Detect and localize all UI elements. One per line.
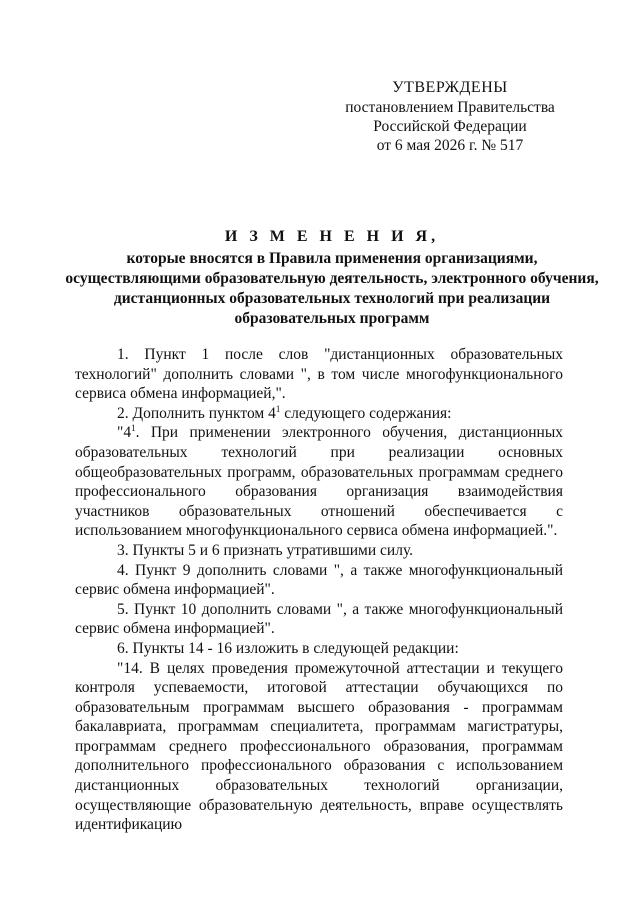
- approval-line-2: Российской Федерации: [373, 118, 527, 135]
- paragraph-5: 4. Пункт 9 дополнить словами ", а также многофункциональный сервис обмена информацией".: [75, 561, 563, 599]
- paragraph-3-text-b: . При применении электронного обучения, дистанционных образовательных технологий при реализации основных общеобразовательных программ, образовательных программам среднего профессионального образования организация взаимодействия участников образовательных отношений обеспечивается с использованием многофункционального сервиса обмена информацией.".: [75, 424, 563, 540]
- approval-block: [330, 78, 570, 155]
- document-title: И З М Е Н Е Н И Я,: [224, 228, 440, 245]
- paragraph-1: 1. Пункт 1 после слов "дистанционных образовательных технологий" дополнить словами ", в том числе многофункционального сервиса обмена информацией,".: [75, 346, 563, 403]
- paragraph-2-text-b: следующего содержания:: [280, 404, 452, 422]
- approval-line-3: от 6 мая 2026 г. № 517: [376, 137, 524, 154]
- paragraph-2-superscript: 1: [275, 403, 281, 414]
- document-heading: [60, 227, 604, 329]
- approval-stamp: УТВЕРЖДЕНЫ: [392, 79, 508, 96]
- paragraph-8: "14. В целях проведения промежуточной аттестации и текущего контроля успеваемости, итоговой аттестации обучающихся по образовательным программам высшего образования - программам бакалавриата, программам специалитета, программам магистратуры, программам среднего профессионального образования, программам дополнительного профессионального образования с использованием дистанционных образовательных технологий организации, осуществляющие образовательную деятельность, вправе осуществлять идентификацию: [75, 659, 563, 834]
- paragraph-4: 3. Пункты 5 и 6 признать утратившими силу.: [117, 541, 414, 559]
- document-subtitle: которые вносятся в Правила применения организациями, осуществляющими образовательную деятельность, электронного обучения, дистанционных образовательных технологий при реализации образовательных программ: [65, 250, 599, 327]
- paragraph-3-text-a: "4: [117, 424, 132, 442]
- paragraph-3-superscript: 1: [131, 423, 136, 434]
- paragraph-2: [75, 404, 563, 424]
- paragraph-7: 6. Пункты 14 - 16 изложить в следующей редакции:: [117, 639, 459, 657]
- document-body: [75, 345, 563, 835]
- paragraph-6: 5. Пункт 10 дополнить словами ", а также многофункциональный сервис обмена информацией".: [75, 600, 563, 638]
- paragraph-2-text-a: 2. Дополнить пунктом 4: [117, 404, 276, 422]
- paragraph-3: [75, 423, 563, 541]
- approval-line-1: постановлением Правительства: [345, 99, 555, 116]
